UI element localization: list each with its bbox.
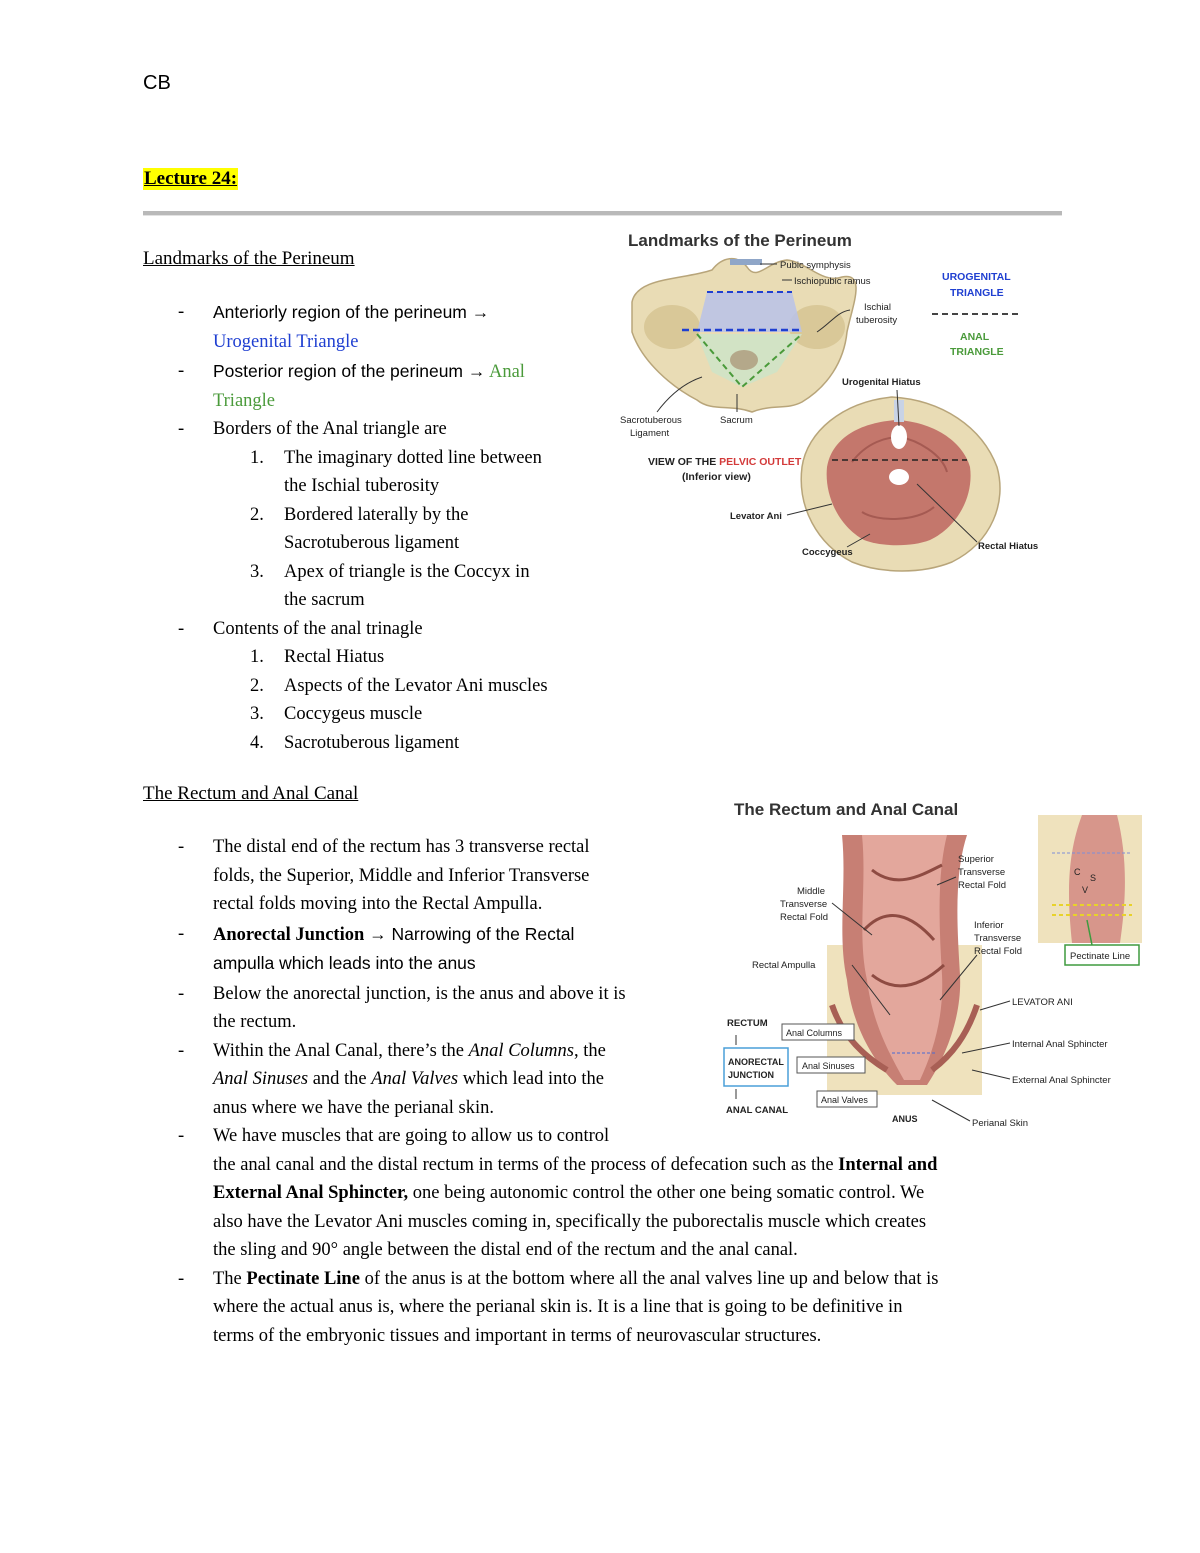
legend-uro-1: UROGENITAL <box>942 271 1011 283</box>
border-item-3 <box>143 558 613 615</box>
label-perianal-skin: Perianal Skin <box>972 1118 1028 1129</box>
border-line-1b: the Ischial tuberosity <box>284 476 440 496</box>
label-view-a-text: VIEW OF THE <box>648 456 720 468</box>
label-view-b-text: PELVIC OUTLET <box>719 456 802 468</box>
label-ischial-1: Ischial <box>864 302 891 313</box>
label-superior-1: Superior <box>958 854 994 865</box>
header-initials: CB <box>143 72 171 94</box>
anal-sinuses-term: Anal Sinuses <box>213 1069 309 1089</box>
section-heading-rectum: The Rectum and Anal Canal <box>143 783 359 804</box>
p1-line2: folds, the Superior, Middle and Inferior Transverse <box>213 865 590 886</box>
label-ischiopubic-ramus: Ischiopubic ramus <box>794 276 871 287</box>
content-item-2 <box>143 672 613 701</box>
legend-uro-2: TRIANGLE <box>950 287 1004 299</box>
content-item-1 <box>143 643 613 672</box>
p5-line1: We have muscles that are going to allow us to control <box>213 1126 610 1146</box>
label-anus: ANUS <box>892 1114 918 1124</box>
bullet-anal-canal: - Within the Anal Canal, there’s the Anal Columns, the Anal Sinuses and the Anal Valves which lead into the anus where we have the perianal skin. <box>178 1040 606 1118</box>
content-text-1: Rectal Hiatus <box>284 647 385 667</box>
bullet-anterior: - Anteriorly region of the perineum → Urogenital Triangle <box>178 302 490 352</box>
lecture-title: Lecture 24: <box>144 168 238 189</box>
landmarks-list <box>143 298 613 757</box>
label-external-sphincter: External Anal Sphincter <box>1012 1075 1111 1086</box>
bullet-borders: - Borders of the Anal triangle are <box>178 419 447 439</box>
p4-b: , the <box>573 1040 606 1061</box>
legend-anal-1: ANAL <box>960 331 990 343</box>
label-inferior-1: Inferior <box>974 920 1004 931</box>
bullet-transverse-folds: - The distal end of the rectum has 3 transverse rectal folds, the Superior, Middle and Inferior Transverse rectal folds moving into the Rectal Ampulla. <box>178 837 590 914</box>
legend-anal-2: TRIANGLE <box>950 346 1004 358</box>
p2-line2: ampulla which leads into the anus <box>213 953 476 973</box>
bullet-contents-text: Contents of the anal trinagle <box>213 618 423 639</box>
bullet-below-junction: - Below the anorectal junction, is the anus and above it is the rectum. <box>178 983 626 1032</box>
p5-line2a: the anal canal and the distal rectum in terms of the process of defecation such as the <box>213 1154 839 1175</box>
anal-columns-term: Anal Columns <box>468 1040 574 1061</box>
p1-line1: The distal end of the rectum has 3 transverse rectal <box>213 837 590 857</box>
bullet-pectinate-line: - The Pectinate Line of the anus is at the bottom where all the anal valves line up and below that is where the actual anus is, where the perianal skin is. It is a line that is going to be definitive in terms of the embryonic tissues and important in terms of neurovascular structures. <box>178 1268 939 1346</box>
label-anal-columns: Anal Columns <box>786 1028 843 1038</box>
p6-line3: terms of the embryonic tissues and important in terms of neurovascular structures. <box>213 1325 822 1346</box>
bullet-muscles: - We have muscles that are going to allow us to control the anal canal and the distal rectum in terms of the process of defecation such as the Internal and External Anal Sphincter, one being autonomic control the other one being somatic control. We also have the Levator Ani muscles coming in, specifically the puborectalis muscle which creates the sling and 90° angle between the distal end of the rectum and the anal canal. <box>178 1126 938 1260</box>
border-num-3: 3. <box>250 561 264 582</box>
content-num-2: 2. <box>250 675 264 696</box>
content-num-3: 3. <box>250 704 264 724</box>
label-levator-ani-2: LEVATOR ANI <box>1012 997 1073 1008</box>
label-levator-ani: Levator Ani <box>730 511 782 522</box>
border-line-3a: Apex of triangle is the Coccyx in <box>284 561 530 582</box>
pelvic-outlet-illustration <box>801 397 1000 571</box>
label-sacrum: Sacrum <box>720 415 753 426</box>
p5-line4: also have the Levator Ani muscles coming in, specifically the puborectalis muscle which creates <box>213 1211 927 1232</box>
p3-line1: Below the anorectal junction, is the anus and above it is <box>213 983 626 1004</box>
bullet-borders-text: Borders of the Anal triangle are <box>213 419 447 439</box>
label-pubic-symphysis: Pubic symphysis <box>780 260 851 271</box>
p4-c: and the <box>308 1069 372 1089</box>
label-sacrotuberous-2: Ligament <box>630 428 670 439</box>
p6-line2: where the actual anus is, where the perianal skin is. It is a line that is going to be definitive in <box>213 1297 903 1317</box>
p5-line2b: Internal and <box>838 1154 938 1175</box>
content-text-2: Aspects of the Levator Ani muscles <box>284 675 548 696</box>
border-num-1: 1. <box>250 447 264 468</box>
pectinate-line-term: Pectinate Line <box>246 1268 360 1289</box>
label-ischial-2: tuberosity <box>856 315 898 326</box>
label-urogenital-hiatus: Urogenital Hiatus <box>842 377 921 388</box>
label-anal-sinuses: Anal Sinuses <box>802 1061 855 1071</box>
label-anorectal-2: JUNCTION <box>728 1070 775 1080</box>
border-line-2b: Sacrotuberous ligament <box>284 533 460 553</box>
label-superior-3: Rectal Fold <box>958 880 1007 891</box>
label-inferior-2: Transverse <box>974 933 1022 944</box>
label-view-a <box>648 456 802 468</box>
section-heading-landmarks: Landmarks of the Perineum <box>143 248 355 269</box>
inset-label-c: C <box>1074 867 1081 877</box>
label-sacrotuberous-1: Sacrotuberous <box>620 415 682 426</box>
border-num-2: 2. <box>250 504 264 525</box>
bullet-anterior-prefix: Anteriorly region of the perineum → <box>213 302 490 322</box>
content-num-1: 1. <box>250 647 264 667</box>
anorectal-junction-term: Anorectal Junction <box>213 924 365 945</box>
urogenital-triangle-term: Urogenital Triangle <box>213 331 359 352</box>
figure2-title: The Rectum and Anal Canal <box>734 800 959 819</box>
bullet-anorectal-junction: - Anorectal Junction → Narrowing of the Rectal ampulla which leads into the anus <box>178 923 575 973</box>
p5-line5: the sling and 90° angle between the distal end of the rectum and the anal canal. <box>213 1240 798 1260</box>
figure1-title: Landmarks of the Perineum <box>628 231 852 250</box>
border-item-2 <box>143 501 613 558</box>
anal-triangle-term-a: Anal <box>488 362 525 382</box>
p1-line3: rectal folds moving into the Rectal Ampulla. <box>213 894 543 914</box>
content-text-3: Coccygeus muscle <box>284 704 423 724</box>
label-coccygeus: Coccygeus <box>802 547 853 558</box>
label-rectum: RECTUM <box>727 1018 768 1029</box>
anal-triangle-term-b: Triangle <box>213 390 276 411</box>
label-anorectal-1: ANORECTAL <box>728 1057 784 1067</box>
border-line-1a: The imaginary dotted line between <box>284 447 542 468</box>
bullet-posterior: - Posterior region of the perineum → Anal Triangle <box>178 361 525 411</box>
label-pectinate-line: Pectinate Line <box>1070 951 1131 962</box>
label-rectal-hiatus: Rectal Hiatus <box>978 541 1039 552</box>
label-anal-valves: Anal Valves <box>821 1095 868 1105</box>
p6-a: The <box>213 1268 247 1289</box>
border-line-3b: the sacrum <box>284 590 365 610</box>
content-num-4: 4. <box>250 732 264 753</box>
content-text-4: Sacrotuberous ligament <box>284 732 460 753</box>
label-inferior-3: Rectal Fold <box>974 946 1023 957</box>
label-middle-2: Transverse <box>780 899 828 910</box>
p4-d: which lead into the <box>458 1069 604 1089</box>
label-view-2: (Inferior view) <box>682 471 751 483</box>
p5-line3b: one being autonomic control the other one being somatic control. We <box>408 1183 925 1203</box>
p2-rest: → Narrowing of the Rectal <box>364 923 575 944</box>
p4-line3: anus where we have the perianal skin. <box>213 1097 494 1118</box>
content-item-4 <box>143 729 613 758</box>
label-superior-2: Transverse <box>958 867 1006 878</box>
label-rectal-ampulla: Rectal Ampulla <box>752 960 816 971</box>
bullet-contents: - Contents of the anal trinagle <box>178 618 423 639</box>
p6-b: of the anus is at the bottom where all the anal valves line up and below that is <box>359 1268 939 1289</box>
label-middle-3: Rectal Fold <box>780 912 829 923</box>
border-item-1 <box>143 444 613 501</box>
rectum-anal-canal-figure <box>722 795 1147 1135</box>
anal-valves-term: Anal Valves <box>371 1069 459 1089</box>
border-line-2a: Bordered laterally by the <box>284 504 469 525</box>
bullet-posterior-prefix: Posterior region of the perineum → <box>213 361 486 381</box>
p3-line2: the rectum. <box>213 1012 297 1032</box>
p4-a: Within the Anal Canal, there’s the <box>213 1040 469 1061</box>
label-internal-sphincter: Internal Anal Sphincter <box>1012 1039 1108 1050</box>
label-anal-canal: ANAL CANAL <box>726 1105 789 1116</box>
content-item-3 <box>143 700 613 729</box>
label-middle-1: Middle <box>797 886 825 897</box>
inset-label-v: V <box>1082 885 1089 895</box>
perineum-landmarks-figure <box>612 222 1042 582</box>
horizontal-rule <box>143 211 1062 216</box>
p5-line3a: External Anal Sphincter, <box>213 1183 409 1203</box>
inset-label-s: S <box>1090 873 1097 883</box>
